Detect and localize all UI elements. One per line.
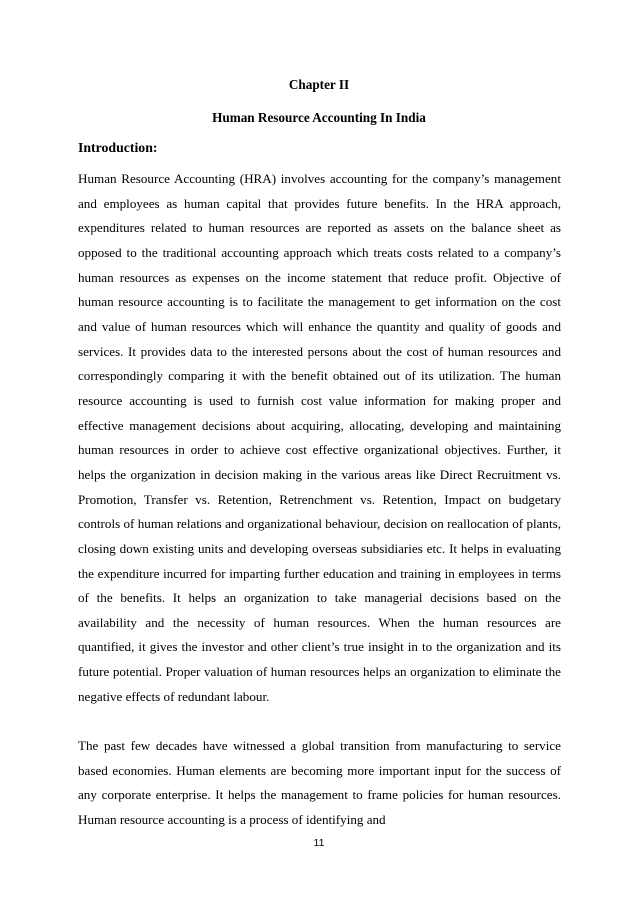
chapter-title: Human Resource Accounting In India [212,110,426,125]
section-heading: Introduction: [78,140,158,155]
paragraph-introduction: Human Resource Accounting (HRA) involves accounting for the company’s management and employees as human capital that provides future benefits. In the HRA approach, expenditures related to human resources are reported as assets on the balance sheet as opposed to the traditional accounting approach which treats costs related to a company’s human resources as expenses on the income statement that reduce profit. Objective of human resource accounting is to facilitate the management to get information on the cost and value of human resources which will enhance the quantity and quality of goods and services. It provides data to the interested persons about the cost of human resources and correspondingly comparing it with the benefit obtained out of its utilization. The human resource accounting is used to furnish cost value information for making proper and effective management decisions about acquiring, allocating, developing and maintaining human resources in order to achieve cost effective organizational objectives. Further, it helps the organization in decision making in the various areas like Direct Recruitment vs. Promotion, Transfer vs. Retention, Retrenchment vs. Retention, Impact on budgetary controls of human relations and organizational behaviour, decision on reallocation of plants, closing down existing units and developing overseas subsidiaries etc. It helps in evaluating the expenditure incurred for imparting further education and training in employees in terms of the benefits. It helps an organization to take managerial decisions based on the availability and the necessity of human resources. When the human resources are quantified, it gives the investor and other client’s true insight in to the organization and its future potential. Proper valuation of human resources helps an organization to eliminate the negative effects of redundant labour. [78,171,561,704]
chapter-label: Chapter II [288,77,350,92]
paragraph-transition: The past few decades have witnessed a global transition from manufacturing to service based economies. Human elements are becoming more important input for the success of any corporate enterprise. It helps the management to frame policies for human resources. Human resource accounting is a process of identifying and [78,738,561,827]
page-number: 11 [313,837,325,849]
